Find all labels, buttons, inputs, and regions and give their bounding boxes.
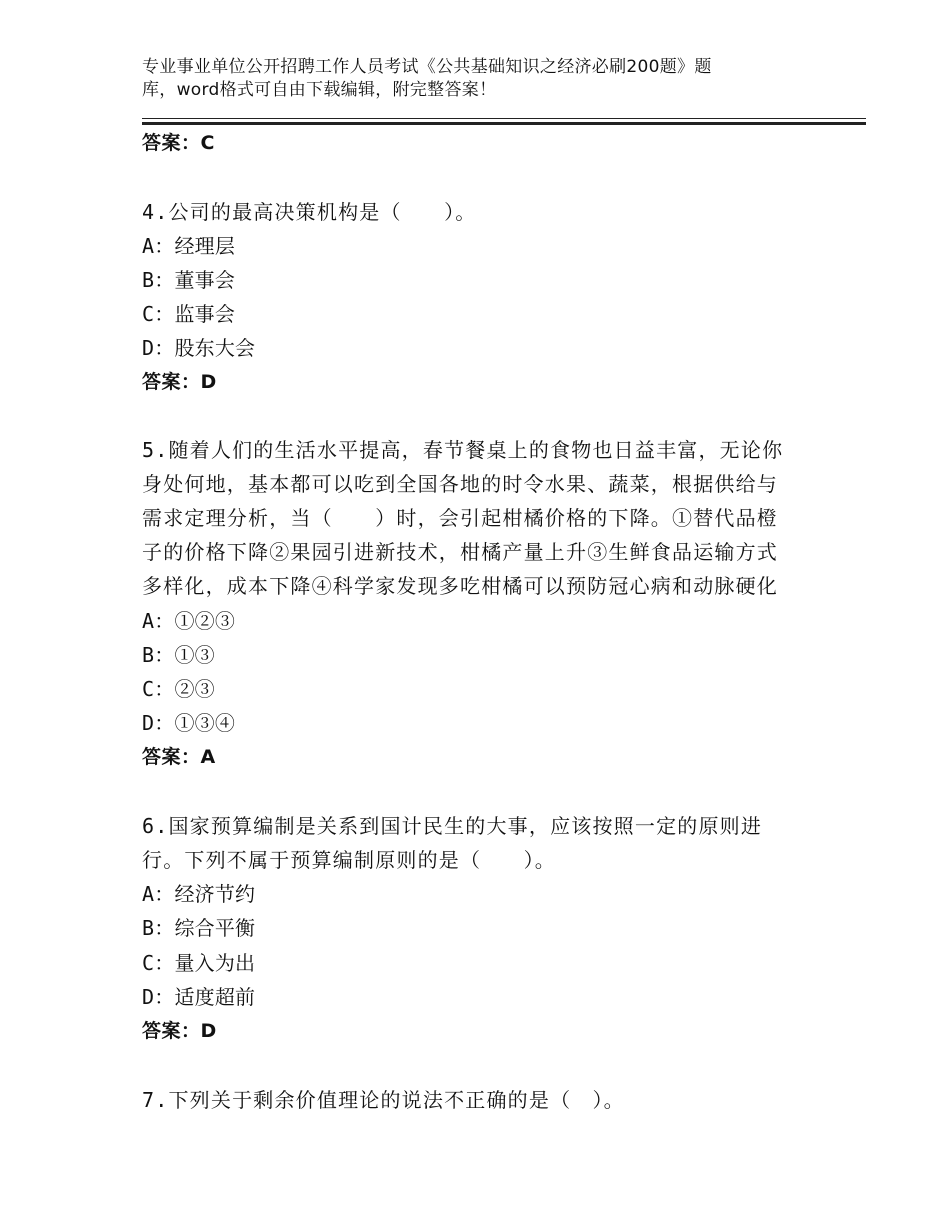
question-stem: 行。下列不属于预算编制原则的是（ ）。 — [142, 848, 556, 872]
option-c: C：②③ — [142, 677, 215, 701]
header-divider-thick — [142, 122, 866, 125]
header-divider-thin — [142, 118, 866, 119]
question-stem: 需求定理分析，当（ ）时，会引起柑橘价格的下降。①替代品橙 — [142, 506, 778, 530]
answer-label: 答案：D — [142, 371, 217, 393]
answer-label: 答案：A — [142, 746, 216, 768]
option-a: A：经济节约 — [142, 882, 256, 906]
document-header — [142, 56, 782, 102]
option-b: B：①③ — [142, 643, 215, 667]
question-stem: 6.国家预算编制是关系到国计民生的大事，应该按照一定的原则进 — [142, 814, 763, 838]
question-stem: 4.公司的最高决策机构是（ ）。 — [142, 200, 477, 224]
header-line-1: 专业事业单位公开招聘工作人员考试《公共基础知识之经济必刷200题》题 — [142, 57, 712, 77]
option-b: B：综合平衡 — [142, 916, 256, 940]
question-stem: 身处何地，基本都可以吃到全国各地的时令水果、蔬菜，根据供给与 — [142, 472, 778, 496]
question-stem: 5.随着人们的生活水平提高，春节餐桌上的食物也日益丰富，无论你 — [142, 438, 784, 462]
answer-label: 答案：C — [142, 132, 215, 154]
option-c: C：量入为出 — [142, 951, 256, 975]
option-d: D：①③④ — [142, 711, 236, 735]
option-a: A：①②③ — [142, 609, 236, 633]
header-line-2: 库，word格式可自由下载编辑，附完整答案！ — [142, 80, 497, 100]
question-stem: 7.下列关于剩余价值理论的说法不正确的是（ ）。 — [142, 1088, 625, 1112]
question-stem: 子的价格下降②果园引进新技术，柑橘产量上升③生鲜食品运输方式 — [142, 540, 778, 564]
option-b: B：董事会 — [142, 268, 236, 292]
question-stem: 多样化，成本下降④科学家发现多吃柑橘可以预防冠心病和动脉硬化 — [142, 574, 778, 598]
option-a: A：经理层 — [142, 234, 236, 258]
answer-label: 答案：D — [142, 1020, 217, 1042]
option-d: D：适度超前 — [142, 985, 256, 1009]
option-d: D：股东大会 — [142, 336, 256, 360]
option-c: C：监事会 — [142, 302, 236, 326]
